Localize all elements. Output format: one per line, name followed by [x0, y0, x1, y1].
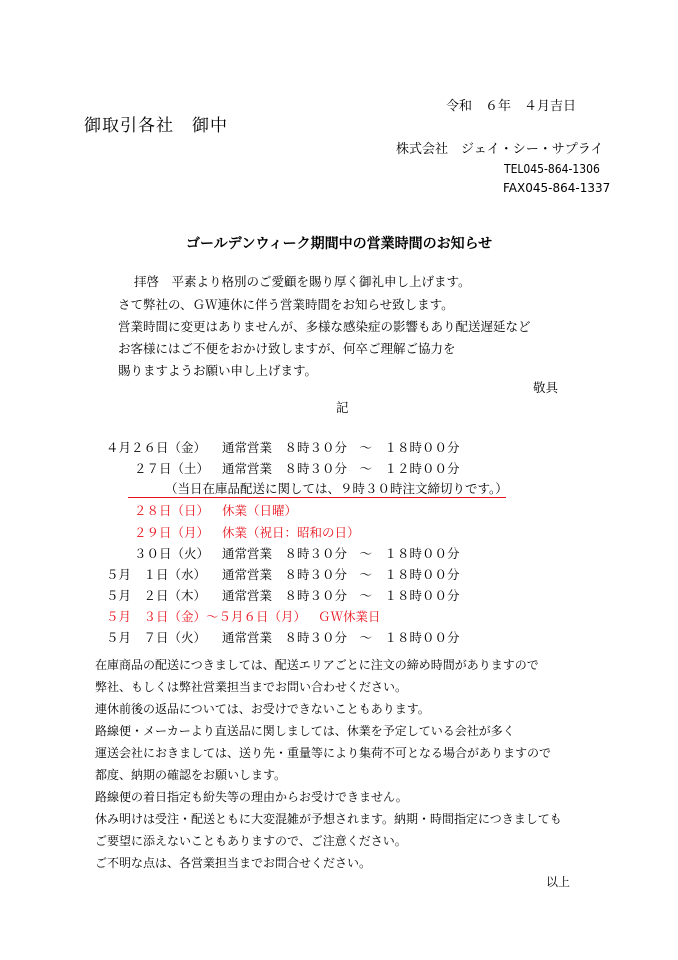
- schedule-date: ５月 ３日（金）～５月６日（月）: [106, 609, 307, 624]
- greeting-line: さて弊社の、ＧＷ連休に伴う営業時間をお知らせ致します。: [118, 297, 454, 312]
- schedule-date: ３０日（火）: [134, 546, 210, 561]
- note-line: 運送会社におきましては、送り先・重量等により集荷不可となる場合がありますので: [95, 746, 552, 760]
- schedule-date: ４月２６日（金）: [106, 440, 207, 455]
- schedule-text: 通常営業 ８時３０分 ～ １８時００分: [222, 588, 460, 603]
- schedule-date: ５月 １日（水）: [106, 567, 207, 582]
- schedule-text: 休業（祝日：昭和の日）: [222, 525, 360, 540]
- schedule-date: ２７日（土）: [134, 461, 210, 476]
- note-line: 都度、納期の確認をお願いします。: [95, 768, 287, 782]
- schedule-date: ２９日（月）: [134, 525, 210, 540]
- schedule-text: 通常営業 ８時３０分 ～ １８時００分: [222, 440, 460, 455]
- note-line: ご不明な点は、各営業担当までお問合せください。: [95, 856, 372, 870]
- issue-date: 令和 ６年 ４月吉日: [446, 99, 577, 114]
- schedule-note: （当日在庫品配送に関しては、９時３０時注文締切りです。）: [165, 481, 508, 496]
- sender-company: 株式会社 ジェイ・シー・サプライ: [396, 142, 604, 157]
- greeting-line: 賜りますようお願い申し上げます。: [118, 363, 318, 378]
- note-line: ご要望に添えないこともありますので、ご注意ください。: [95, 834, 407, 848]
- schedule-date: ５月 ７日（火）: [106, 630, 207, 645]
- ki-label: 記: [336, 400, 349, 415]
- schedule-text: 休業（日曜）: [222, 503, 298, 518]
- addressee: 御取引各社 御中: [84, 116, 228, 136]
- schedule-date: ２８日（日）: [134, 503, 210, 518]
- note-line: 休み明けは受注・配送ともに大変混雑が予想されます。納期・時間指定につきましても: [95, 812, 562, 826]
- sender-fax: FAX045-864-1337: [503, 181, 611, 195]
- schedule-text: 通常営業 ８時３０分 ～ １２時００分: [222, 461, 460, 476]
- note-underline: [128, 497, 506, 498]
- greeting-line: 営業時間に変更はありませんが、多様な感染症の影響もあり配送遅延など: [118, 319, 531, 334]
- schedule-text: 通常営業 ８時３０分 ～ １８時００分: [222, 546, 460, 561]
- note-line: 弊社、もしくは弊社営業担当までお問い合わせください。: [95, 680, 408, 694]
- sender-tel: TEL045-864-1306: [504, 162, 600, 176]
- closing-ijo: 以上: [546, 875, 571, 889]
- note-line: 連休前後の返品については、お受けできないこともあります。: [95, 702, 430, 716]
- schedule-text: 通常営業 ８時３０分 ～ １８時００分: [222, 567, 460, 582]
- note-line: 路線便の着日指定も紛失等の理由からお受けできません。: [95, 790, 408, 804]
- greeting-line: 拝啓 平素より格別のご愛顧を賜り厚く御礼申し上げます。: [134, 274, 471, 289]
- closing-keigu: 敬具: [533, 380, 559, 395]
- note-line: 路線便・メーカーより直送品に関しましては、休業を予定している会社が多く: [95, 724, 515, 738]
- note-line: 在庫商品の配送につきましては、配送エリアごとに注文の締め時間がありますので: [95, 658, 539, 672]
- schedule-text: ＧＷ休業日: [318, 609, 381, 624]
- schedule-date: ５月 ２日（木）: [106, 588, 207, 603]
- notice-title: ゴールデンウィーク期間中の営業時間のお知らせ: [186, 236, 493, 252]
- schedule-text: 通常営業 ８時３０分 ～ １８時００分: [222, 630, 460, 645]
- greeting-line: お客様にはご不便をおかけ致しますが、何卒ご理解ご協力を: [118, 341, 456, 356]
